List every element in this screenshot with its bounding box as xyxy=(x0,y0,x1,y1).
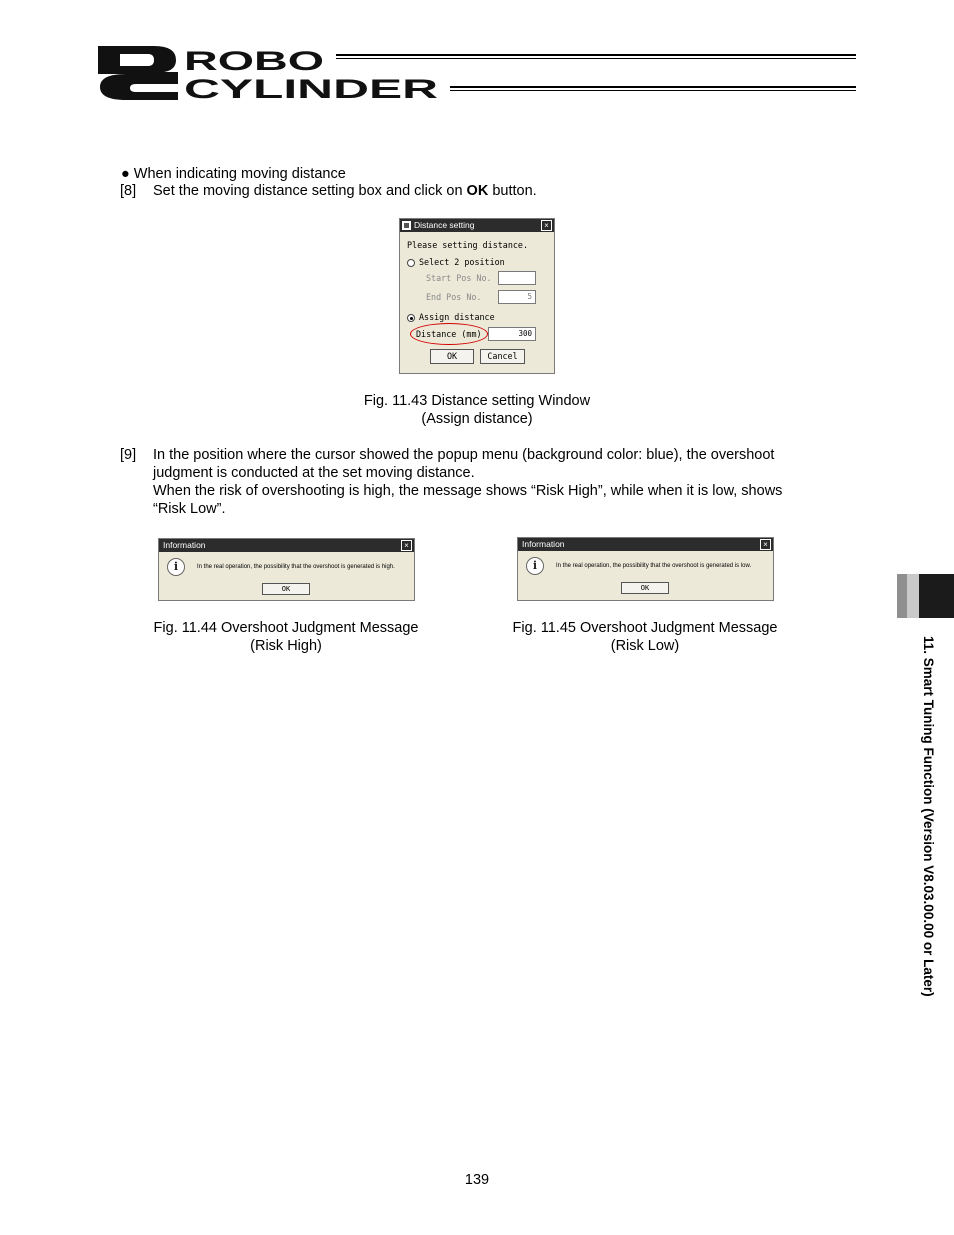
close-icon[interactable]: × xyxy=(541,220,552,231)
highlight-ellipse xyxy=(410,323,488,345)
info-message: In the real operation, the possibility that the overshoot is generated is high. xyxy=(197,564,395,570)
start-pos-label: Start Pos No. xyxy=(426,273,492,283)
bullet-moving-distance: ● When indicating moving distance xyxy=(121,166,346,182)
header-rule-top xyxy=(336,54,856,61)
page-number: 139 xyxy=(464,1172,490,1188)
step-9-number: [9] xyxy=(120,447,137,463)
svg-text:ROBO: ROBO xyxy=(184,46,324,76)
close-icon[interactable]: × xyxy=(760,539,771,550)
dialog-titlebar xyxy=(518,538,773,551)
info-icon: i xyxy=(526,557,544,575)
step-9: [9] In the position where the cursor showed the popup menu (background color: blue), the overshoot judgment is conducted at the set moving distance. When the risk of overshooting is high, the message shows “Risk High”, while when it is low, shows “Risk Low”. xyxy=(120,447,783,517)
radio-select-2-position-label: Select 2 position xyxy=(419,257,505,267)
step-8 xyxy=(120,182,537,200)
side-tab-stripe-dark xyxy=(897,574,907,618)
robo-cylinder-logo xyxy=(96,40,441,102)
dialog-prompt: Please setting distance. xyxy=(407,240,529,250)
step-8-number: [8] xyxy=(120,183,137,199)
distance-setting-dialog xyxy=(399,218,555,374)
info-dialog-risk-high xyxy=(158,538,415,601)
svg-text:CYLINDER: CYLINDER xyxy=(184,74,438,102)
fig-11-45-caption: Fig. 11.45 Overshoot Judgment Message (Risk Low) xyxy=(512,620,778,654)
header-rule-bottom xyxy=(450,86,856,93)
info-message: In the real operation, the possibility that the overshoot is generated is low. xyxy=(556,563,752,569)
distance-input[interactable]: 300 xyxy=(488,327,536,341)
info-dialog-risk-low xyxy=(517,537,774,601)
close-icon[interactable]: × xyxy=(401,540,412,551)
start-pos-input[interactable] xyxy=(498,271,536,285)
dialog-titlebar xyxy=(400,219,554,232)
ok-button[interactable]: OK xyxy=(262,583,310,595)
radio-assign-distance-label: Assign distance xyxy=(419,312,495,322)
dialog-titlebar xyxy=(159,539,414,552)
end-pos-input[interactable]: 5 xyxy=(498,290,536,304)
dialog-title: Distance setting xyxy=(414,220,475,230)
ok-button[interactable]: OK xyxy=(430,349,474,364)
chapter-side-label: 11. Smart Tuning Function (Version V8.03.00.00 or Later) xyxy=(921,636,936,997)
fig-11-43-caption: Fig. 11.43 Distance setting Window (Assign distance) xyxy=(363,393,591,427)
end-pos-label: End Pos No. xyxy=(426,292,482,302)
fig-11-44-caption: Fig. 11.44 Overshoot Judgment Message (Risk High) xyxy=(153,620,419,654)
side-tab-stripe-light xyxy=(907,574,919,618)
window-icon xyxy=(402,221,411,230)
distance-mm-label: Distance (mm) xyxy=(416,329,482,339)
ok-button[interactable]: OK xyxy=(621,582,669,594)
ok-bold: OK xyxy=(466,183,489,199)
info-icon: i xyxy=(167,558,185,576)
side-tab-block xyxy=(919,574,954,618)
step-8-text: Set the moving distance setting box and click on OK button. xyxy=(153,183,537,199)
cancel-button[interactable]: Cancel xyxy=(480,349,525,364)
radio-assign-distance[interactable] xyxy=(407,314,415,322)
dialog-title: Information xyxy=(522,539,565,549)
dialog-title: Information xyxy=(163,540,206,550)
radio-select-2-position[interactable] xyxy=(407,259,415,267)
